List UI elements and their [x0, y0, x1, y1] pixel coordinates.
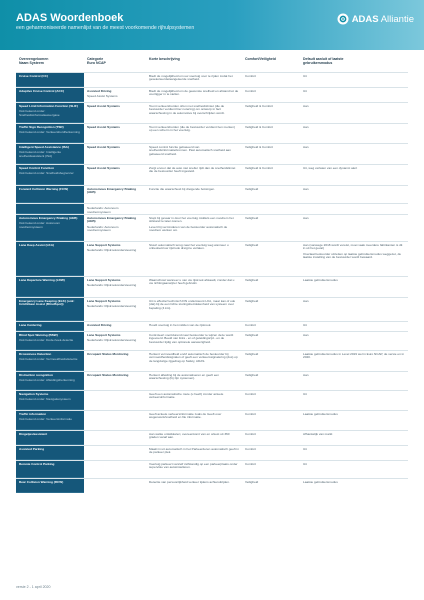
description-cell	[146, 88, 242, 102]
default-text: Laatste gebruikersmodus	[303, 277, 338, 282]
description-cell	[146, 446, 242, 460]
default-text: Uit	[303, 446, 307, 451]
default-cell	[300, 124, 408, 143]
default-text: Aan	[303, 186, 309, 191]
default-cell	[300, 215, 408, 241]
table-row	[16, 478, 408, 493]
description-text: Toont verkeersborden (die de bestuurder verdient ben merken) op een scherm in het voertuig.	[149, 124, 235, 133]
category-name: Lane Support Systems	[87, 298, 121, 303]
category-note: Nederlands: Rijstrookondersteuning	[87, 282, 137, 287]
comfort-safety-cell	[242, 204, 300, 214]
header-banner	[0, 0, 424, 50]
system-name-cell	[16, 186, 84, 203]
category-cell	[84, 186, 146, 203]
category-name: Speed Assist Systems	[87, 165, 120, 170]
system-name-cell	[16, 204, 84, 214]
table-row	[16, 164, 408, 185]
default-extra: Overlaat bestuurder uitzetten op laatste gebruikersmodus weggezet, de laatste instelling van de bestuurder wordt bewaard.	[303, 251, 402, 260]
description-cell	[146, 351, 242, 371]
default-cell	[300, 88, 408, 102]
system-name: Dingetjes/assistent	[19, 431, 48, 436]
category-name: Occupant Status Monitoring	[87, 351, 129, 356]
table-header	[16, 56, 408, 72]
system-name-cell	[16, 391, 84, 410]
default-cell	[300, 431, 408, 445]
header-description: Korte beschrijving	[149, 57, 180, 61]
header-default: Default aan/uit of laatste gebruikersmodus	[303, 57, 344, 66]
description-cell	[146, 322, 242, 331]
description-text: Houdt voertuig in het midden van de rijstrook.	[149, 322, 212, 327]
category-name: Lane Support Systems	[87, 277, 121, 282]
category-name: Speed Assist Systems	[87, 144, 120, 149]
description-cell	[146, 124, 242, 143]
table-row	[16, 321, 408, 331]
adas-logo-icon	[337, 13, 349, 25]
default-cell	[300, 446, 408, 460]
default-text: Aan	[303, 298, 309, 303]
description-text: Waarschuwt wanneer u van uw rijstrook afstaadt, zonder dat u uw richtingaanwijzer heeft gebruikt.	[149, 277, 235, 286]
comfort-safety-cell: Veiligheid	[245, 332, 259, 337]
system-alias: Ook bekend onder: Afleidingsherkenning	[19, 377, 75, 382]
adas-table	[16, 56, 408, 493]
description-cell	[146, 411, 242, 430]
category-name: Speed Assist Systems	[87, 103, 120, 108]
system-name-cell	[16, 88, 84, 102]
category-cell	[84, 277, 146, 297]
default-cell	[300, 372, 408, 390]
system-name-cell	[16, 165, 84, 185]
table-row	[16, 460, 408, 478]
system-name: Lane Centering	[19, 322, 42, 327]
default-text: Uit	[303, 88, 307, 93]
description-cell	[146, 372, 242, 390]
category-cell	[84, 446, 146, 460]
header-system-name: Overeengekomen Naam Systeem	[19, 57, 49, 66]
description-cell	[146, 103, 242, 123]
default-text: Aan	[303, 215, 309, 220]
table-row	[16, 185, 408, 203]
comfort-safety-cell: Veiligheid & Comfort	[245, 103, 274, 108]
description-cell	[146, 242, 242, 276]
system-name: Intelligent Speed Assistance (ISA)	[19, 144, 69, 149]
system-alias: Ook bekend onder: Navigatiesysteem	[19, 396, 71, 401]
comfort-safety-cell: Veiligheid	[245, 351, 259, 356]
system-name: Speed Control Function	[19, 165, 55, 170]
system-name-cell	[16, 461, 84, 478]
category-cell	[84, 103, 146, 123]
comfort-safety-cell: Veiligheid	[245, 298, 259, 303]
system-name: Adaptive Cruise Control (ACC)	[19, 88, 65, 93]
description-text: Stopt bij gevaar in door het voertuig middels een noodrem het stilstand te laten komen.	[149, 215, 234, 224]
logo	[337, 13, 414, 25]
description-cell	[146, 298, 242, 321]
description-extra: Levert bij verminderen van de bestuurder automatisch de noodrem werken om.	[149, 224, 228, 233]
comfort-safety-cell: Veiligheid	[245, 242, 259, 247]
system-name-cell	[16, 298, 84, 321]
description-cell	[146, 186, 242, 203]
category-note: Speed Assist Systems	[87, 93, 118, 98]
table-row	[16, 72, 408, 87]
category-cell	[84, 298, 146, 321]
description-cell	[146, 204, 242, 214]
table-row	[16, 241, 408, 276]
category-name: Autonomous Emergency Braking (AEB)	[87, 186, 136, 195]
category-cell	[84, 372, 146, 390]
category-name: Occupant Status Monitoring	[87, 372, 129, 377]
default-cell	[300, 277, 408, 297]
category-cell	[84, 461, 146, 478]
description-text: Geeft actuele verkeersinformatie zoals de Geeft over wegenwerk/snelheid en file informatie.	[149, 411, 222, 420]
default-text: Uit	[303, 322, 307, 327]
table-row	[16, 214, 408, 241]
description-text: Speed control functie gebaseerd van snelheidsinformatiebronnen. Past automatisch snelheid aan gebaseerd snelheid.	[149, 144, 231, 157]
system-alias: Ook bekend onder: Vermoeidheidsdetectie	[19, 356, 78, 361]
system-name: Blind Spot Warning (BSW)	[19, 332, 58, 337]
default-text: Laatste gebruikersmodus	[303, 411, 338, 416]
description-text: Functie die waarschuwt bij dreigende botsingen.	[149, 186, 216, 191]
category-cell	[84, 431, 146, 445]
table-row	[16, 390, 408, 410]
system-name-cell	[16, 124, 84, 143]
comfort-safety-cell: Veiligheid	[245, 186, 259, 191]
system-name-cell	[16, 242, 84, 276]
category-name: Speed Assist Systems	[87, 124, 120, 129]
description-text: Stuurt automatisch terug naar het voertuig weg wanneer u onbedoeld uw rijstrook dreigt te verlaten.	[149, 242, 229, 251]
table-row	[16, 371, 408, 390]
description-text: Voertuig parkeert vanzelf zelfstandig op een parkeerplaats onder supervisie van autoinstelleren.	[149, 461, 238, 470]
category-cell	[84, 124, 146, 143]
comfort-safety-cell: Comfort	[245, 431, 257, 436]
category-cell	[84, 165, 146, 185]
default-cell	[300, 103, 408, 123]
table-row	[16, 445, 408, 460]
default-text: Afhankelijk van markt	[303, 431, 333, 436]
default-text: Laatste gebruikersmodus in Level 2019 wel in Euro NCAP, de versie en in 2020.	[303, 351, 405, 360]
system-name: Drowsiness Detection	[19, 351, 52, 356]
category-cell	[84, 479, 146, 493]
default-text: Uit, weg verlaten van een dynamic alert	[303, 165, 358, 170]
system-name-cell	[16, 322, 84, 331]
category-cell	[84, 391, 146, 410]
header-comfort-safety: Comfort/Veiligheid	[245, 57, 276, 61]
default-text: Aan (vanwege 2018 wordt vereist, moet vaak meerdere fabrikanten is dit in uit het geval)	[303, 242, 403, 251]
default-cell	[300, 332, 408, 350]
description-cell	[146, 144, 242, 164]
category-name: Assisted Driving	[87, 322, 112, 327]
system-name: Speed Limit Information Function (SLIF)	[19, 103, 78, 108]
table-row	[16, 203, 408, 214]
category-note: Nederlands: Autonoom noodremsysteem	[87, 224, 119, 233]
system-name-cell	[16, 351, 84, 371]
category-cell	[84, 322, 146, 331]
table-row	[16, 123, 408, 143]
logo-text: ADAS Alliantie	[351, 13, 414, 25]
category-note: Nederlands: Autonoom noodremsysteem	[87, 206, 119, 214]
table-row	[16, 430, 408, 445]
description-text: Aan welke ontwikkelen; overeenkomt van en orkest uit 360 graden vanaf aan.	[149, 431, 230, 440]
category-name: Lane Support Systems	[87, 332, 121, 337]
category-cell	[84, 88, 146, 102]
table-row	[16, 410, 408, 430]
table-body	[16, 72, 408, 493]
category-note: Nederlands: Rijstrookondersteuning	[87, 303, 137, 308]
comfort-safety-cell: Comfort	[245, 411, 257, 416]
table-row	[16, 276, 408, 297]
default-cell	[300, 479, 408, 493]
header-category: Categorie Euro NCAP	[87, 57, 106, 66]
description-cell	[146, 461, 242, 478]
page-subtitle: een geharmoniseerde namenlijst van de meest voorkomende rijhulpsystemen	[16, 25, 195, 31]
system-alias: Ook bekend onder: Verkeersinformatie	[19, 416, 72, 421]
category-cell	[84, 242, 146, 276]
version-footer: versie 2 - 1 april 2020	[16, 585, 51, 589]
category-cell	[84, 73, 146, 87]
comfort-safety-cell: Veiligheid & Comfort	[245, 165, 274, 170]
description-cell	[146, 391, 242, 410]
default-text: Laatste gebruikersmodus	[303, 479, 338, 484]
description-cell	[146, 431, 242, 445]
description-text: Controleert voortdurend naar bestuurder te wijzen deze wordt ingevoerd. Beeld van links - en of geleidingsrijd - en de bestuurder tijdig van optionele aanwezigheid.	[149, 332, 234, 345]
category-cell	[84, 215, 146, 241]
category-cell	[84, 332, 146, 350]
system-name: Traffic information	[19, 411, 47, 416]
default-text: Aan	[303, 372, 309, 377]
description-cell	[146, 73, 242, 87]
default-cell	[300, 165, 408, 185]
system-name-cell	[16, 103, 84, 123]
system-name: Rear Collision Warning (RCW)	[19, 479, 64, 484]
default-text: Uit	[303, 391, 307, 396]
category-name: Autonomous Emergency Braking (AEB)	[87, 215, 136, 224]
table-row	[16, 350, 408, 371]
description-cell	[146, 215, 242, 241]
system-alias: Ook bekend onder: Snelheidsbegrenzer	[19, 170, 74, 175]
table-row	[16, 331, 408, 350]
system-name-cell	[16, 215, 84, 241]
default-text: Aan	[303, 332, 309, 337]
description-text: Uit is effectief technisch FIN ondersteunt LKA, maar kan of ook (dat) bij de een lichte sturingsbetrokkenheid van systeem over bepaling (4 km).	[149, 298, 236, 311]
description-text: Herkent afleiding bij de automatiseren en geeft een waarschuwing (bij zijn systemen).	[149, 372, 219, 381]
system-name: Cruise Control (CC)	[19, 73, 48, 78]
system-name-cell	[16, 277, 84, 297]
description-text: Geeft een automatische route (u heeft) zonder actuele verkeersinformatie.	[149, 391, 224, 400]
system-name: Remote Control Parking	[19, 461, 55, 466]
comfort-safety-cell: Veiligheid & Comfort	[245, 144, 274, 149]
system-alias: Ook bekend onder: Snelheidsinformatieweergave	[19, 108, 60, 117]
table-row	[16, 87, 408, 102]
description-text: Biedt de mogelijkheid om uw voertuig voor te rijden zodat het geselecteerde/aangeleerde snelheid.	[149, 73, 233, 82]
system-name-cell	[16, 479, 84, 493]
system-name: Lane Departure Warning (LDW)	[19, 277, 65, 282]
comfort-safety-cell: Veiligheid	[245, 479, 259, 484]
category-cell	[84, 411, 146, 430]
system-alias: Ook bekend onder: Intelligente snelheidsassistent (ISA)	[19, 149, 62, 158]
system-name: Forward Collision Warning (FCW)	[19, 186, 69, 191]
default-cell	[300, 411, 408, 430]
description-cell	[146, 332, 242, 350]
system-alias: Ook bekend onder: Verkeersbordherkenning	[19, 129, 80, 134]
system-name: Autonomous Emergency Braking (AEB)	[19, 215, 78, 220]
default-cell	[300, 391, 408, 410]
comfort-safety-cell: Veiligheid	[245, 277, 259, 282]
system-name: Traffic Sign Recognition (TSR)	[19, 124, 64, 129]
description-text: Biedt de mogelijkheid om de gewenste snelheid en afstand tot de voorligger in te stellen.	[149, 88, 239, 97]
description-text: Zorgt ervoor dat de auto niet sneller rijdt dan de snelheidslimiet die de bestuurder heeft ingesteld.	[149, 165, 236, 174]
default-text: Uit	[303, 461, 307, 466]
category-note: Nederlands: Rijstrookondersteuning	[87, 247, 137, 252]
description-text: Toont verkeersborden of/en met snelheidslimiet (die de bestuurder verdient bier notering) om ontwerp in fact waarschuwing in de automotive bij overschrijden wordt.	[149, 103, 225, 116]
category-name: Lane Support Systems	[87, 242, 121, 247]
system-name: Lane Keep Assist (LKA)	[19, 242, 54, 247]
comfort-safety-cell: Veiligheid	[245, 215, 259, 220]
description-cell	[146, 165, 242, 185]
table-row	[16, 297, 408, 321]
comfort-safety-cell: Veiligheid	[245, 372, 259, 377]
category-name: Assisted Driving	[87, 88, 112, 93]
system-alias: Ook bekend onder: Autonoom noodremsysteem	[19, 220, 61, 229]
description-text: Herkent vermoeidheid en/of automatisch de bestuurder bij vermoeidheidssignalen of geeft een verkeerssignalering (dus) op de langdurige rijgedrag op Safety, ADAS.	[149, 351, 238, 364]
system-name-cell	[16, 73, 84, 87]
system-name-cell	[16, 332, 84, 350]
default-text: Aan	[303, 144, 309, 149]
category-cell	[84, 351, 146, 371]
comfort-safety-cell: Comfort	[245, 391, 257, 396]
comfort-safety-cell: Comfort	[245, 322, 257, 327]
category-cell	[84, 144, 146, 164]
default-cell	[300, 73, 408, 87]
table-row	[16, 143, 408, 164]
page-title: ADAS Woordenboek	[16, 12, 124, 24]
default-cell	[300, 351, 408, 371]
category-note: Nederlands: Rijstrookondersteuning	[87, 337, 137, 342]
comfort-safety-cell: Comfort	[245, 88, 257, 93]
system-name-cell	[16, 446, 84, 460]
comfort-safety-cell: Veiligheid & Comfort	[245, 124, 274, 129]
default-cell	[300, 322, 408, 331]
default-cell	[300, 186, 408, 203]
comfort-safety-cell: Comfort	[245, 73, 257, 78]
description-cell	[146, 277, 242, 297]
description-cell	[146, 479, 242, 493]
description-text: Detectie van persoonlijkheid verkeer tijdens achteruitrijden.	[149, 479, 230, 484]
system-name: Emergency Lane Keeping (ELK) (ook: Inrichtbaar Assist (BlindSpot))	[19, 298, 75, 307]
system-name-cell	[16, 372, 84, 390]
system-name: Navigation Systems	[19, 391, 49, 396]
default-cell	[300, 461, 408, 478]
system-alias: Ook bekend onder: Dode-hoek-detectie	[19, 337, 74, 342]
description-text: Maakt in uit automatisch in het Parkeerderen automatisch geeft in de parkeer plek.	[149, 446, 239, 455]
category-cell	[84, 204, 146, 214]
table-row	[16, 102, 408, 123]
comfort-safety-cell: Comfort	[245, 446, 257, 451]
default-text: Aan	[303, 103, 309, 108]
system-name-cell	[16, 431, 84, 445]
comfort-safety-cell: Comfort	[245, 461, 257, 466]
system-name-cell	[16, 144, 84, 164]
default-cell	[300, 144, 408, 164]
default-text: Uit	[303, 73, 307, 78]
system-name: Distraction recognition	[19, 372, 53, 377]
system-name-cell	[16, 411, 84, 430]
default-cell	[300, 242, 408, 276]
default-cell	[300, 298, 408, 321]
system-name: Assisted Parking	[19, 446, 45, 451]
default-text: Aan	[303, 124, 309, 129]
default-cell	[300, 204, 408, 214]
